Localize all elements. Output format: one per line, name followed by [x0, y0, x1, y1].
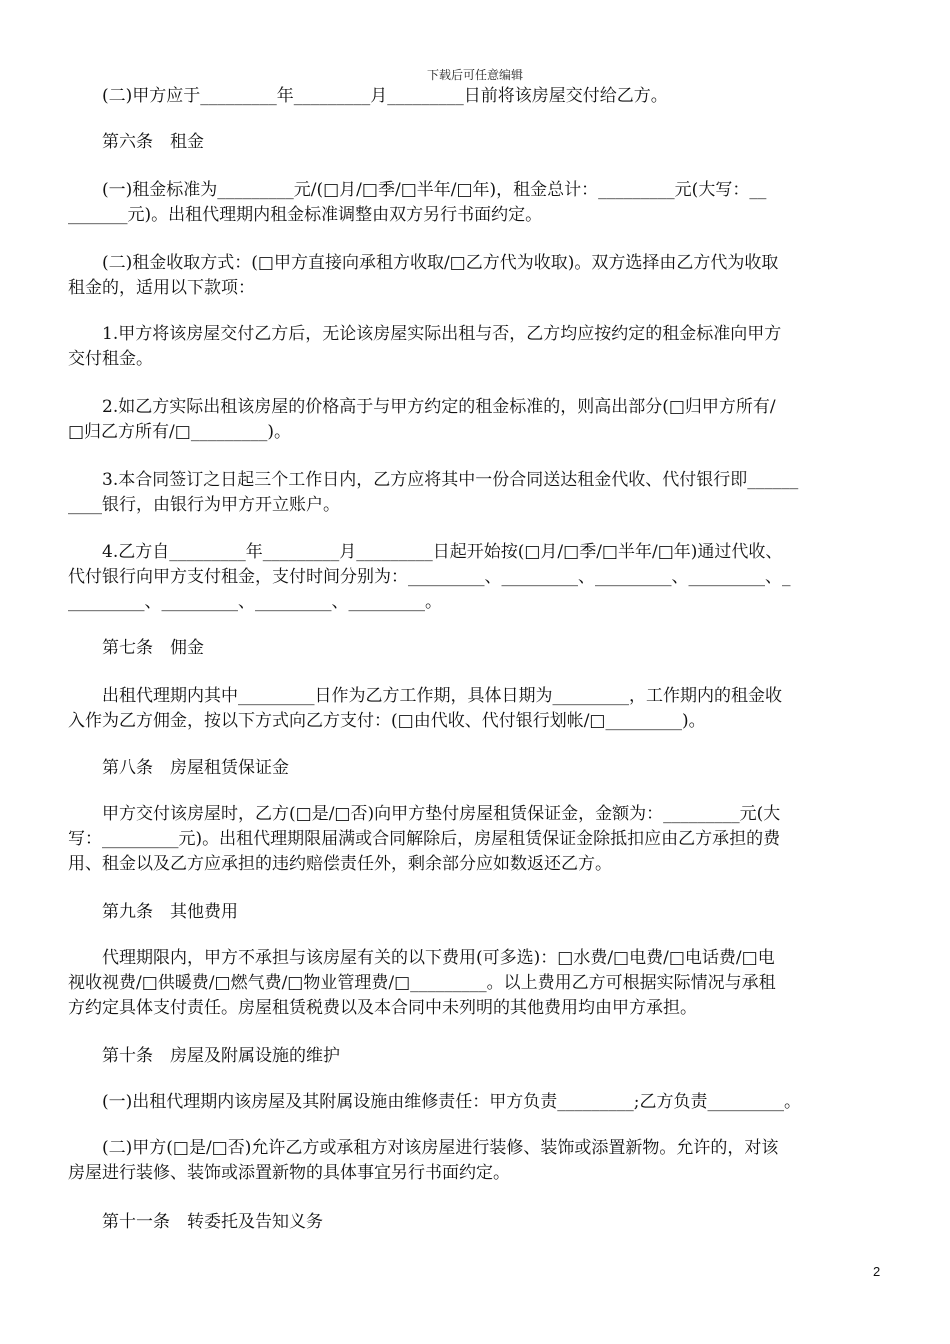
- text-line: 房屋进行装修、装饰或添置新物的具体事宜另行书面约定。: [68, 1163, 510, 1183]
- text-line: (一)租金标准为_________元/(□月/□季/□半年/□年)，租金总计：_________元(大写：__: [68, 180, 767, 200]
- text-line: (一)出租代理期内该房屋及其附属设施由维修责任：甲方负责_________;乙方负责_________。: [68, 1092, 801, 1112]
- text-line: 代理期限内，甲方不承担与该房屋有关的以下费用(可多选)：□水费/□电费/□电话费/□电: [68, 948, 775, 968]
- text-line: 用、租金以及乙方应承担的违约赔偿责任外，剩余部分应如数返还乙方。: [68, 854, 612, 874]
- text-line: (二)租金收取方式：(□甲方直接向承租方收取/□乙方代为收取)。双方选择由乙方代为收取: [68, 253, 779, 273]
- section-heading: 第七条 佣金: [68, 638, 204, 658]
- text-line: _________、_________、_________、_________。: [68, 592, 442, 612]
- section-heading: 第八条 房屋租赁保证金: [68, 758, 289, 778]
- text-line: ____银行，由银行为甲方开立账户。: [68, 495, 340, 515]
- text-line: 4.乙方自_________年_________月_________日起开始按(□月/□季/□半年/□年)通过代收、: [68, 542, 783, 562]
- section-heading: 第九条 其他费用: [68, 902, 238, 922]
- text-line: (二)甲方(□是/□否)允许乙方或承租方对该房屋进行装修、装饰或添置新物。允许的，对该: [68, 1138, 779, 1158]
- text-line: 2.如乙方实际出租该房屋的价格高于与甲方约定的租金标准的，则高出部分(□归甲方所有/: [68, 397, 776, 417]
- text-line: 代付银行向甲方支付租金，支付时间分别为：_________、_________、_________、_________、_: [68, 567, 791, 587]
- page-header-note: 下载后可任意编辑: [426, 68, 523, 82]
- text-line: 租金的，适用以下款项：: [68, 278, 255, 298]
- section-heading: 第十条 房屋及附属设施的维护: [68, 1046, 340, 1066]
- text-line: 出租代理期内其中_________日作为乙方工作期，具体日期为_________，工作期内的租金收: [68, 686, 782, 706]
- section-heading: 第十一条 转委托及告知义务: [68, 1212, 323, 1232]
- text-line: 写：_________元)。出租代理期限届满或合同解除后，房屋租赁保证金除抵扣应由乙方承担的费: [68, 829, 781, 849]
- text-line: 方约定具体支付责任。房屋租赁税费以及本合同中未列明的其他费用均由甲方承担。: [68, 998, 697, 1018]
- section-heading: 第六条 租金: [68, 132, 204, 152]
- text-line: 视收视费/□供暖费/□燃气费/□物业管理费/□_________。以上费用乙方可根据实际情况与承租: [68, 973, 776, 993]
- text-line: _______元)。出租代理期内租金标准调整由双方另行书面约定。: [68, 205, 543, 225]
- text-line: 甲方交付该房屋时，乙方(□是/□否)向甲方垫付房屋租赁保证金，金额为：_________元(大: [68, 804, 781, 824]
- text-line: □归乙方所有/□_________)。: [68, 422, 291, 442]
- text-line: 1.甲方将该房屋交付乙方后，无论该房屋实际出租与否，乙方均应按约定的租金标准向甲方: [68, 324, 782, 344]
- text-line: (二)甲方应于_________年_________月_________日前将该房屋交付给乙方。: [68, 86, 668, 106]
- text-line: 交付租金。: [68, 349, 153, 369]
- page-number: 2: [873, 1264, 881, 1279]
- text-line: 3.本合同签订之日起三个工作日内，乙方应将其中一份合同送达租金代收、代付银行即______: [68, 470, 799, 490]
- text-line: 入作为乙方佣金，按以下方式向乙方支付：(□由代收、代付银行划帐/□_________)。: [68, 711, 706, 731]
